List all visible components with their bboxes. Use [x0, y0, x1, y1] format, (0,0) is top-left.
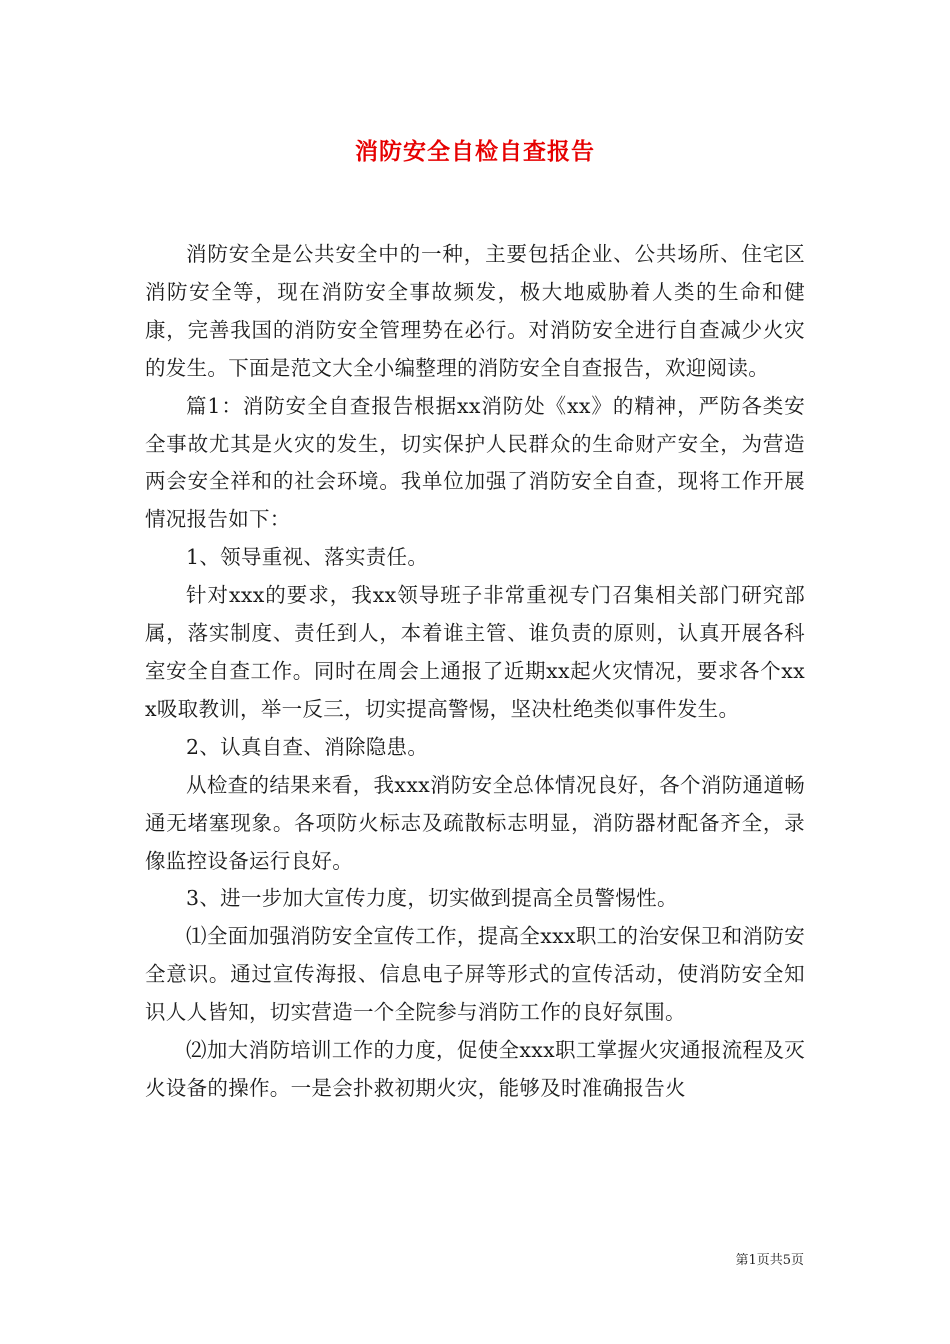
heading-item-1: 1、领导重视、落实责任。 [186, 545, 429, 570]
paragraph-part1: 篇1：消防安全自查报告根据xx消防处《xx》的精神，严防各类安全事故尤其是火灾的发生，切实保护人民群众的生命财产安全，为营造两会安全祥和的社会环境。我单位加强了消防安全自查，现将工作开展情况报告如下： [145, 393, 805, 532]
heading-item-2: 2、认真自查、消除隐患。 [186, 734, 429, 759]
document-title: 消防安全自检自查报告 [355, 138, 595, 165]
document-body [145, 236, 805, 1108]
paragraph-item-3-1: ⑴全面加强消防安全宣传工作，提高全xxx职工的治安保卫和消防安全意识。通过宣传海报、信息电子屏等形式的宣传活动，使消防安全知识人人皆知，切实营造一个全院参与消防工作的良好氛围。 [145, 924, 805, 1025]
paragraph-item-1: 针对xxx的要求，我xx领导班子非常重视专门召集相关部门研究部属，落实制度、责任到人，本着谁主管、谁负责的原则，认真开展各科室安全自查工作。同时在周会上通报了近期xx起火灾情况，要求各个xxx吸取教训，举一反三，切实提高警惕，坚决杜绝类似事件发生。 [145, 583, 805, 721]
paragraph-item-3-2: ⑵加大消防培训工作的力度，促使全xxx职工掌握火灾通报流程及灭火设备的操作。一是会扑救初期火灾，能够及时准确报告火 [145, 1038, 805, 1100]
page-number-footer: 第1页共5页 [735, 1253, 804, 1268]
paragraph-item-2: 从检查的结果来看，我xxx消防安全总体情况良好，各个消防通道畅通无堵塞现象。各项防火标志及疏散标志明显，消防器材配备齐全，录像监控设备运行良好。 [145, 772, 805, 873]
heading-item-3: 3、进一步加大宣传力度，切实做到提高全员警惕性。 [186, 886, 678, 911]
paragraph-intro: 消防安全是公共安全中的一种，主要包括企业、公共场所、住宅区消防安全等，现在消防安全事故频发，极大地威胁着人类的生命和健康，完善我国的消防安全管理势在必行。对消防安全进行自查减少火灾的发生。下面是范文大全小编整理的消防安全自查报告，欢迎阅读。 [145, 242, 805, 380]
